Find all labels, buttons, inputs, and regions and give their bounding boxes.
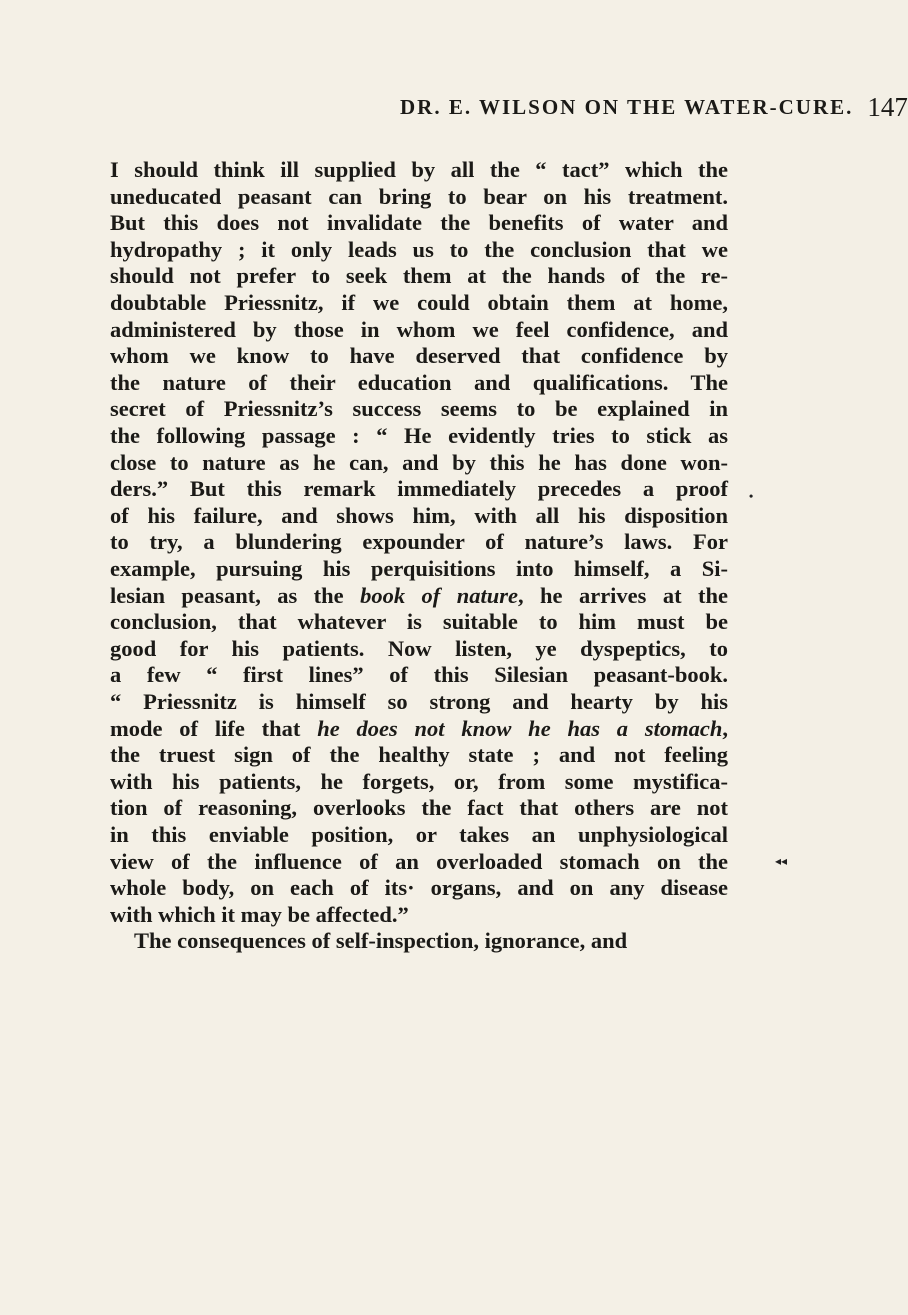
text-line: should not prefer to seek them at the hands of the re- bbox=[110, 263, 728, 289]
text-line: a few “ first lines” of this Silesian peasant-book. bbox=[110, 662, 728, 688]
text-line: view of the influence of an overloaded stomach on the bbox=[110, 848, 728, 874]
text-line: conclusion, that whatever is suitable to him must be bbox=[110, 609, 728, 635]
text-line: uneducated peasant can bring to bear on his treatment. bbox=[110, 183, 728, 209]
text-line: administered by those in whom we feel confidence, and bbox=[110, 316, 728, 342]
emphasis: he does not know he has a stomach bbox=[317, 715, 723, 741]
page-number: 147 bbox=[867, 92, 908, 122]
text-line: hydropathy ; it only leads us to the conclusion that we bbox=[110, 236, 728, 262]
text-line: in this enviable position, or takes an unphysiological bbox=[110, 822, 728, 847]
text-line: of his failure, and shows him, with all his disposition bbox=[110, 502, 728, 528]
text-line: the following passage : “ He evidently tries to stick as bbox=[110, 423, 728, 448]
text-line: mode of life that he does not know he has a stomach, bbox=[110, 715, 728, 741]
text-line: “ Priessnitz is himself so strong and hearty by his bbox=[110, 689, 728, 714]
text-line: the nature of their education and qualifications. The bbox=[110, 369, 728, 395]
margin-arrow-mark: ◂◂ bbox=[775, 854, 788, 868]
text-line: close to nature as he can, and by this he has done won- bbox=[110, 449, 728, 475]
text-line: secret of Priessnitz’s success seems to be explained in bbox=[110, 396, 728, 422]
text-line: to try, a blundering expounder of nature’s laws. For bbox=[110, 529, 728, 555]
text-line: with which it may be affected.” bbox=[110, 901, 409, 927]
emphasis: book of nature bbox=[360, 582, 518, 608]
text-line: example, pursuing his perquisitions into himself, a Si- bbox=[110, 556, 728, 581]
text-line: doubtable Priessnitz, if we could obtain them at home, bbox=[110, 290, 728, 315]
running-head bbox=[400, 92, 908, 123]
text-line: the truest sign of the healthy state ; and not feeling bbox=[110, 742, 728, 768]
text-line: whom we know to have deserved that confidence by bbox=[110, 343, 728, 369]
text-line: The consequences of self-inspection, ignorance, and bbox=[134, 928, 628, 954]
text-line: with his patients, he forgets, or, from some mystifica- bbox=[110, 768, 728, 794]
text-line: But this does not invalidate the benefits of water and bbox=[110, 210, 728, 236]
text-line: ders.” But this remark immediately precedes a proof bbox=[110, 476, 728, 502]
text-line: good for his patients. Now listen, ye dyspeptics, to bbox=[110, 635, 728, 661]
margin-dot-mark: • bbox=[749, 489, 754, 503]
text-line: tion of reasoning, overlooks the fact that others are not bbox=[110, 795, 728, 821]
text-line: lesian peasant, as the book of nature, he arrives at the bbox=[110, 582, 729, 608]
text-line: whole body, on each of its· organs, and on any disease bbox=[110, 875, 728, 901]
running-title: DR. E. WILSON ON THE WATER-CURE. bbox=[400, 95, 854, 119]
text-line: I should think ill supplied by all the “ tact” which the bbox=[110, 157, 728, 182]
